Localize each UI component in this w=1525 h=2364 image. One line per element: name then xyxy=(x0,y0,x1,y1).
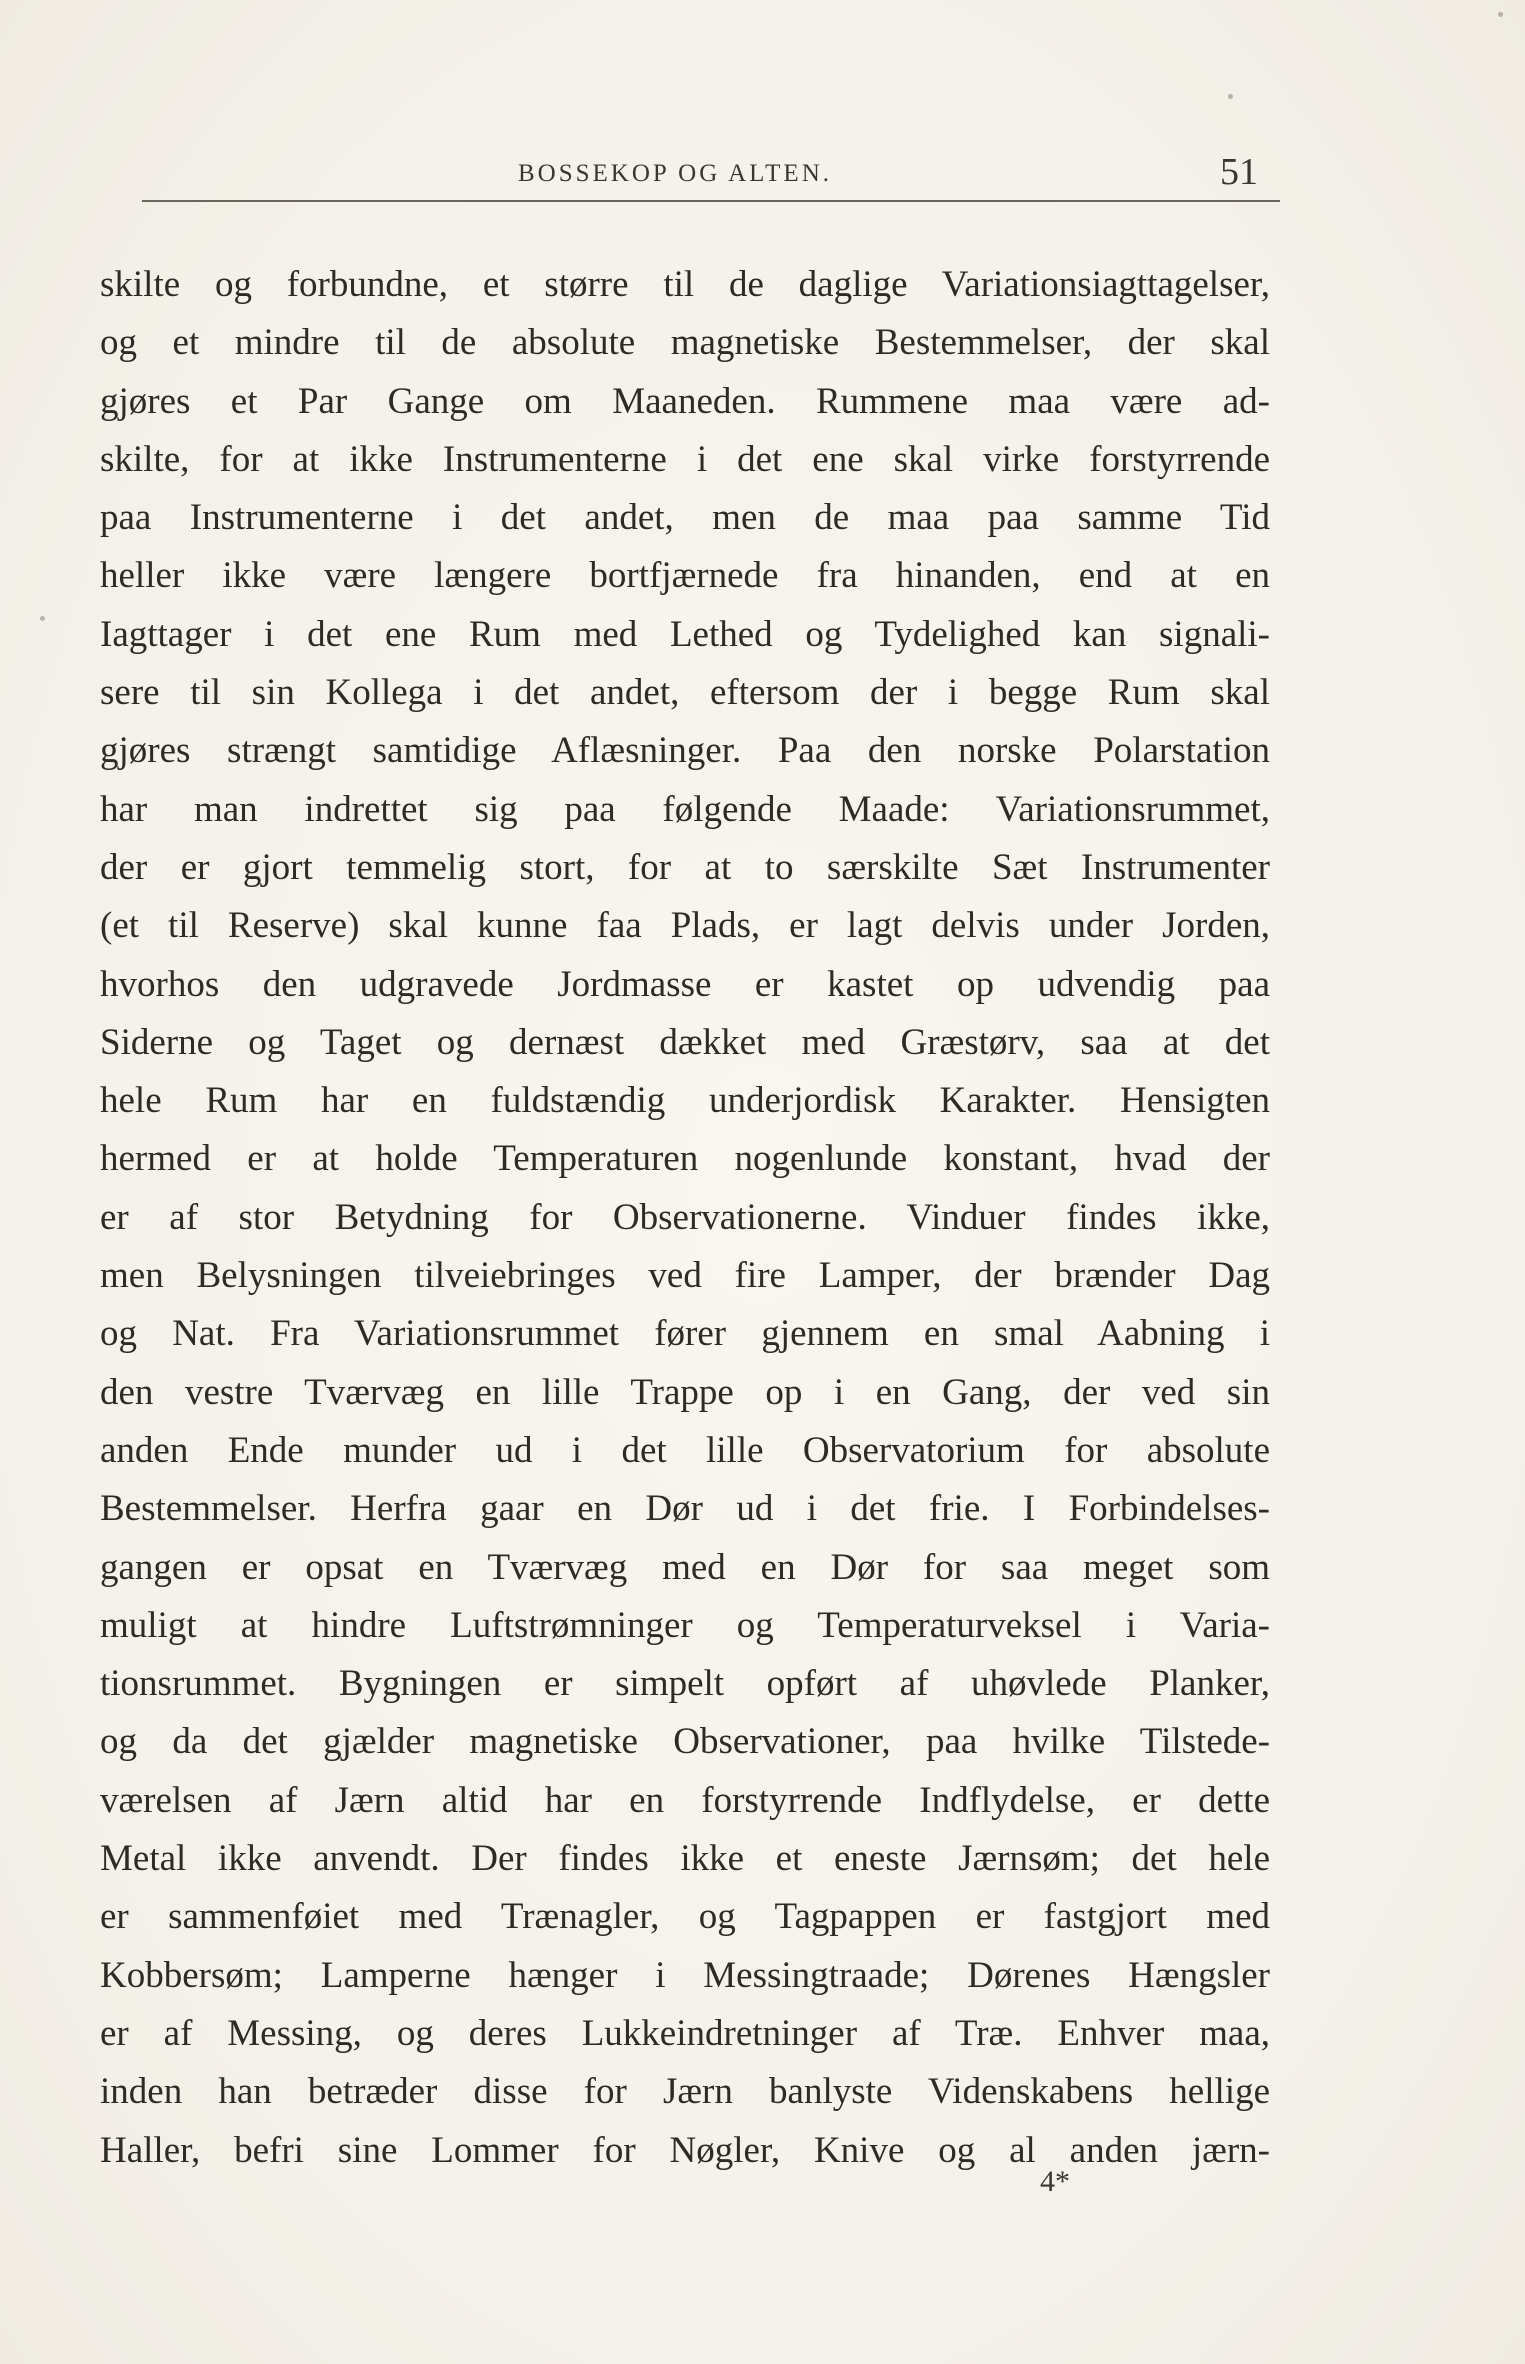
text-line: der er gjort temmelig stort, for at to særskilte Sæt Instrumenter xyxy=(100,846,1270,888)
paper-speck xyxy=(40,616,45,621)
text-line: gjøres et Par Gange om Maaneden. Rummene maa være ad- xyxy=(100,380,1270,422)
text-line: hele Rum har en fuldstændig underjordisk Karakter. Hensigten xyxy=(100,1080,1270,1122)
page-number: 51 xyxy=(1220,151,1258,193)
text-line: anden Ende munder ud i det lille Observatorium for absolute xyxy=(100,1429,1270,1471)
text-line: hermed er at holde Temperaturen nogenlunde konstant, hvad der xyxy=(100,1138,1270,1180)
text-line: hvorhos den udgravede Jordmasse er kastet op udvendig paa xyxy=(100,963,1270,1005)
text-line: den vestre Tværvæg en lille Trappe op i en Gang, der ved sin xyxy=(100,1371,1270,1413)
text-line: og et mindre til de absolute magnetiske Bestemmelser, der skal xyxy=(100,322,1270,364)
text-line: gjøres strængt samtidige Aflæsninger. Paa den norske Polarstation xyxy=(100,730,1270,772)
text-line: men Belysningen tilveiebringes ved fire Lamper, der brænder Dag xyxy=(100,1255,1270,1297)
text-line: paa Instrumenterne i det andet, men de maa paa samme Tid xyxy=(100,497,1270,539)
text-line: tionsrummet. Bygningen er simpelt opført af uhøvlede Planker, xyxy=(100,1663,1270,1705)
text-line: muligt at hindre Luftstrømninger og Temperaturveksel i Varia- xyxy=(100,1604,1270,1646)
text-line: Metal ikke anvendt. Der findes ikke et eneste Jærnsøm; det hele xyxy=(100,1838,1270,1880)
text-line: gangen er opsat en Tværvæg med en Dør for saa meget som xyxy=(100,1546,1270,1588)
text-line: inden han betræder disse for Jærn banlyste Videnskabens hellige xyxy=(100,2071,1270,2113)
header-rule xyxy=(142,200,1280,202)
signature-mark: 4* xyxy=(1040,2165,1070,2198)
text-line: er af stor Betydning for Observationerne. Vinduer findes ikke, xyxy=(100,1196,1270,1238)
paper-speck xyxy=(1498,12,1503,17)
text-line: skilte, for at ikke Instrumenterne i det ene skal virke forstyrrende xyxy=(100,438,1270,480)
text-line: Haller, befri sine Lommer for Nøgler, Knive og al anden jærn- xyxy=(100,2129,1270,2171)
text-line: Bestemmelser. Herfra gaar en Dør ud i det frie. I Forbindelses- xyxy=(100,1488,1270,1530)
text-line: (et til Reserve) skal kunne faa Plads, er lagt delvis under Jorden, xyxy=(100,905,1270,947)
text-line: Kobbersøm; Lamperne hænger i Messingtraade; Dørenes Hængsler xyxy=(100,1954,1270,1996)
text-line: Iagttager i det ene Rum med Lethed og Tydelighed kan signali- xyxy=(100,613,1270,655)
text-line: værelsen af Jærn altid har en forstyrrende Indflydelse, er dette xyxy=(100,1779,1270,1821)
text-line: heller ikke være længere bortfjærnede fra hinanden, end at en xyxy=(100,555,1270,597)
text-line: er af Messing, og deres Lukkeindretninger af Træ. Enhver maa, xyxy=(100,2012,1270,2054)
text-line: og Nat. Fra Variationsrummet fører gjennem en smal Aabning i xyxy=(100,1313,1270,1355)
running-head xyxy=(0,150,1525,194)
text-line: har man indrettet sig paa følgende Maade: Variationsrummet, xyxy=(100,788,1270,830)
body-text xyxy=(100,256,1270,2180)
paper-speck xyxy=(1228,94,1233,99)
text-line: sere til sin Kollega i det andet, eftersom der i begge Rum skal xyxy=(100,672,1270,714)
text-line: skilte og forbundne, et større til de daglige Variationsiagttagelser, xyxy=(100,264,1270,305)
text-line: og da det gjælder magnetiske Observationer, paa hvilke Tilstede- xyxy=(100,1721,1270,1763)
running-title: BOSSEKOP OG ALTEN. xyxy=(518,160,832,187)
text-line: Siderne og Taget og dernæst dækket med Græstørv, saa at det xyxy=(100,1021,1270,1063)
text-line: er sammenføiet med Trænagler, og Tagpappen er fastgjort med xyxy=(100,1896,1270,1938)
